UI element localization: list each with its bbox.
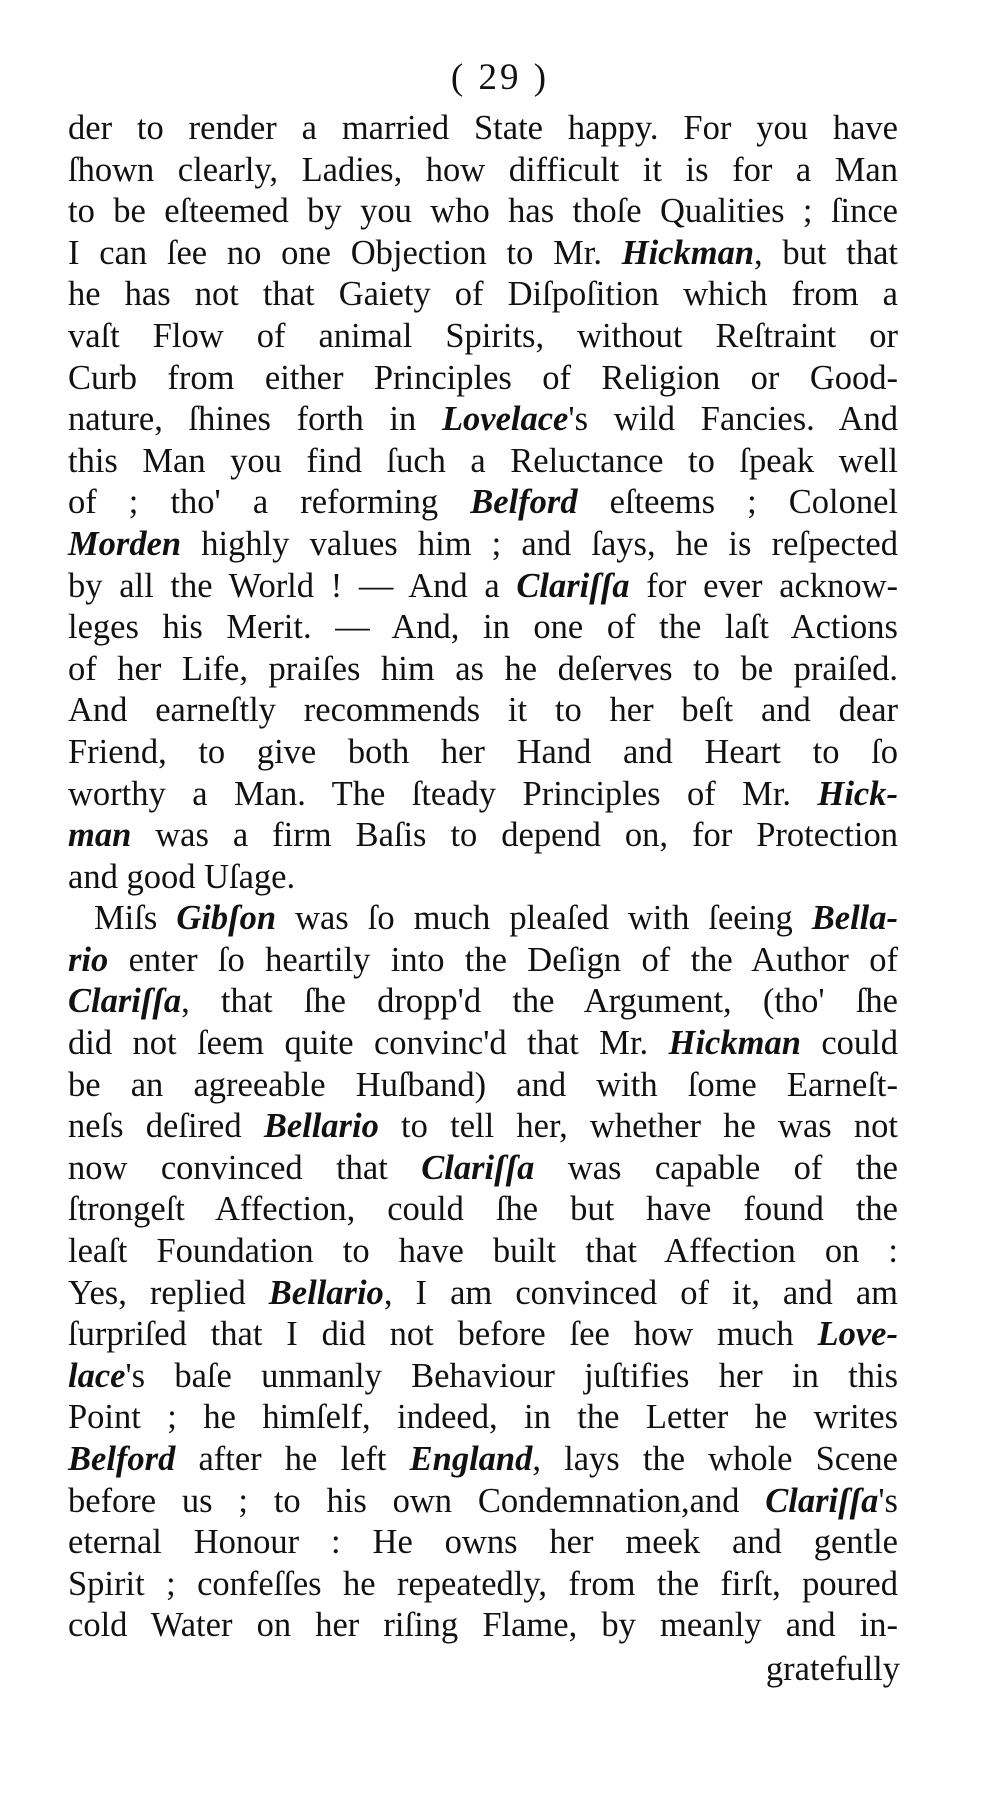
text-line: vaſt Flow of animal Spirits, without Reſtraint or: [68, 316, 898, 355]
paragraph-2: [68, 898, 898, 1647]
text-line: neſs deſired Bellario to tell her, whether he was not: [68, 1107, 898, 1146]
text-line: ſtrongeſt Affection, could ſhe but have found the: [68, 1190, 898, 1229]
text-line: this Man you find ſuch a Reluctance to ſpeak well: [68, 441, 898, 480]
text-line: did not ſeem quite convinc'd that Mr. Hickman could: [68, 1024, 899, 1063]
paragraph-1: [68, 108, 898, 898]
text-line: Friend, to give both her Hand and Heart to ſo: [68, 732, 898, 771]
text-line: nature, ſhines forth in Lovelace's wild Fancies. And: [68, 400, 898, 439]
text-line: and good Uſage.: [68, 857, 296, 896]
catchword: gratefully: [765, 1650, 900, 1688]
text-line: be an agreeable Huſband) and with ſome Earneſt-: [68, 1065, 898, 1104]
text-line: Clariſſa, that ſhe dropp'd the Argument, (tho' ſhe: [68, 982, 898, 1021]
text-line: rio enter ſo heartily into the Deſign of the Author of: [68, 940, 898, 979]
text-line: now convinced that Clariſſa was capable of the: [68, 1148, 898, 1187]
text-line: ſurpriſed that I did not before ſee how much Love-: [68, 1315, 898, 1354]
text-line: Belford after he left England, lays the whole Scene: [68, 1440, 898, 1478]
text-line: of ; tho' a reforming Belford eſteems ; Colonel: [68, 483, 898, 522]
text-line: of her Life, praiſes him as he deſerves to be praiſed.: [68, 649, 898, 688]
text-line: eternal Honour : He owns her meek and gentle: [68, 1523, 898, 1562]
text-line: Miſs Gibſon was ſo much pleaſed with ſeeing Bella-: [94, 899, 898, 938]
text-line: Spirit ; confeſſes he repeatedly, from the firſt, poured: [68, 1564, 898, 1603]
body-text: [68, 108, 898, 1647]
text-line: he has not that Gaiety of Diſpoſition which from a: [68, 275, 898, 314]
text-line: leaſt Foundation to have built that Affection on :: [68, 1232, 898, 1271]
text-line: Yes, replied Bellario, I am convinced of it, and am: [68, 1273, 898, 1312]
text-line: ſhown clearly, Ladies, how difficult it is for a Man: [68, 150, 898, 189]
text-line: to be eſteemed by you who has thoſe Qualities ; ſince: [68, 192, 898, 231]
text-line: And earneſtly recommends it to her beſt and dear: [68, 691, 898, 730]
text-line: before us ; to his own Condemnation,and Clariſſa's: [68, 1481, 898, 1520]
text-line: der to render a married State happy. For you have: [68, 109, 898, 147]
text-line: cold Water on her riſing Flame, by meanly and in-: [68, 1606, 898, 1645]
page-number: ( 29 ): [450, 57, 550, 98]
text-line: Point ; he himſelf, indeed, in the Letter he writes: [68, 1398, 898, 1437]
text-line: I can ſee no one Objection to Mr. Hickman, but that: [68, 233, 898, 272]
text-line: lace's baſe unmanly Behaviour juſtifies her in this: [68, 1356, 898, 1395]
text-line: man was a firm Baſis to depend on, for Protection: [68, 816, 898, 855]
text-line: leges his Merit. — And, in one of the laſt Actions: [68, 608, 898, 647]
text-line: Morden highly values him ; and ſays, he is reſpected: [68, 524, 898, 563]
text-line: worthy a Man. The ſteady Principles of Mr. Hick-: [68, 774, 898, 813]
text-line: Curb from either Principles of Religion or Good-: [68, 358, 898, 397]
text-line: by all the World ! — And a Clariſſa for ever acknow-: [68, 566, 898, 605]
